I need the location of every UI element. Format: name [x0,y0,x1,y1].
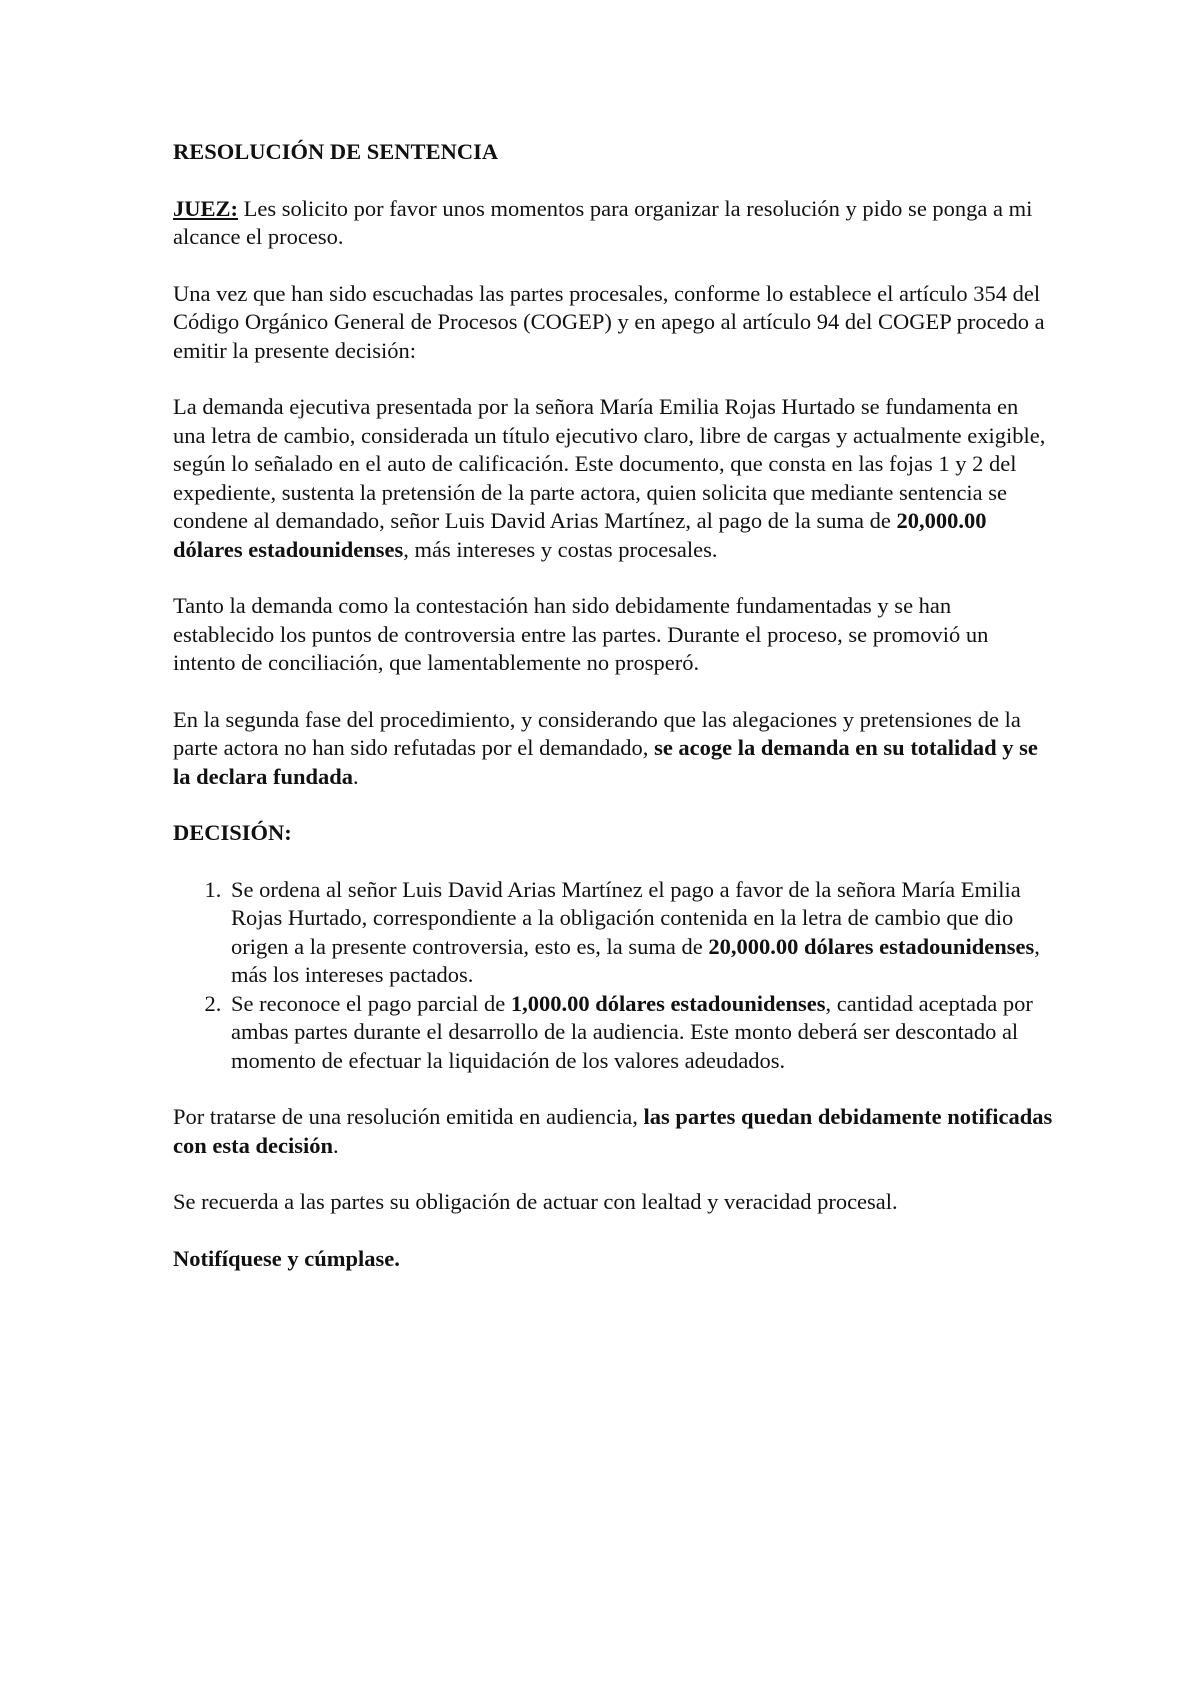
paragraph-demand [173,393,1053,564]
demand-amount: 20,000.00 dólares estadounidenses [173,508,987,562]
paragraph-reminder: Se recuerda a las partes su obligación de actuar con lealtad y veracidad procesal. [173,1189,898,1214]
decision-list [173,876,1053,1076]
paragraph-notification [173,1103,1053,1160]
decision-item-2-end: , cantidad aceptada por ambas partes durante el desarrollo de la audiencia. Este monto deberá ser descontado al momento de efectuar la liquidación de los valores adeudados. [231,990,1033,1073]
decision-heading: DECISIÓN: [173,820,292,845]
paragraph-ruling [173,706,1053,792]
notification-emphasis: las partes quedan debidamente notificadas con esta decisión [173,1104,1053,1158]
decision-item-2-amount: 1,000.00 dólares estadounidenses [510,990,826,1016]
ruling-emphasis: se acoge la demanda en su totalidad y se la declara fundada [173,735,1038,789]
document-title: RESOLUCIÓN DE SENTENCIA [173,139,499,164]
judge-statement [173,195,1053,252]
decision-item-1-text: Se ordena al señor Luis David Arias Martínez el pago a favor de la señora María Emilia Rojas Hurtado, correspondiente a la obligación contenida en la letra de cambio que dio origen a la presente controversia, esto es, la suma de [231,876,1021,959]
paragraph-legal-basis: Una vez que han sido escuchadas las partes procesales, conforme lo establece el artículo 354 del Código Orgánico General de Procesos (COGEP) y en apego al artículo 94 del COGEP procedo a emitir la presente decisión: [173,280,1045,363]
decision-item-1 [227,876,1053,990]
paragraph-ruling-end: . [353,763,359,789]
paragraph-controversy: Tanto la demanda como la contestación han sido debidamente fundamentadas y se han establecido los puntos de controversia entre las partes. Durante el proceso, se promovió un intento de conciliación, que lamentablemente no prosperó. [173,593,989,675]
decision-item-1-end: , más los intereses pactados. [231,933,1040,987]
paragraph-demand-text: La demanda ejecutiva presentada por la señora María Emilia Rojas Hurtado se fundamenta en una letra de cambio, considerada un título ejecutivo claro, libre de cargas y actualmente exigible, según lo señalado en el auto de calificación. Este documento, que consta en las fojas 1 y 2 del expediente, sustenta la pretensión de la parte actora, quien solicita que mediante sentencia se condene al demandado, señor Luis David Arias Martínez, al pago de la suma de [173,394,1046,533]
paragraph-demand-end: , más intereses y costas procesales. [403,536,718,562]
paragraph-ruling-text: En la segunda fase del procedimiento, y considerando que las alegaciones y pretensiones de la parte actora no han sido refutadas por el demandado, [173,706,1021,760]
judge-statement-text: Les solicito por favor unos momentos para organizar la resolución y pido se ponga a mi alcance el proceso. [173,195,1033,249]
paragraph-notification-text: Por tratarse de una resolución emitida en audiencia, [173,1104,644,1129]
decision-item-1-amount: 20,000.00 dólares estadounidenses [708,933,1035,959]
judge-label: JUEZ: [173,195,239,221]
closing-statement: Notifíquese y cúmplase. [173,1245,400,1271]
decision-item-2-text: Se reconoce el pago parcial de [231,990,511,1016]
document-page [173,138,1053,1301]
paragraph-notification-end: . [333,1132,339,1158]
decision-item-2 [227,990,1053,1076]
